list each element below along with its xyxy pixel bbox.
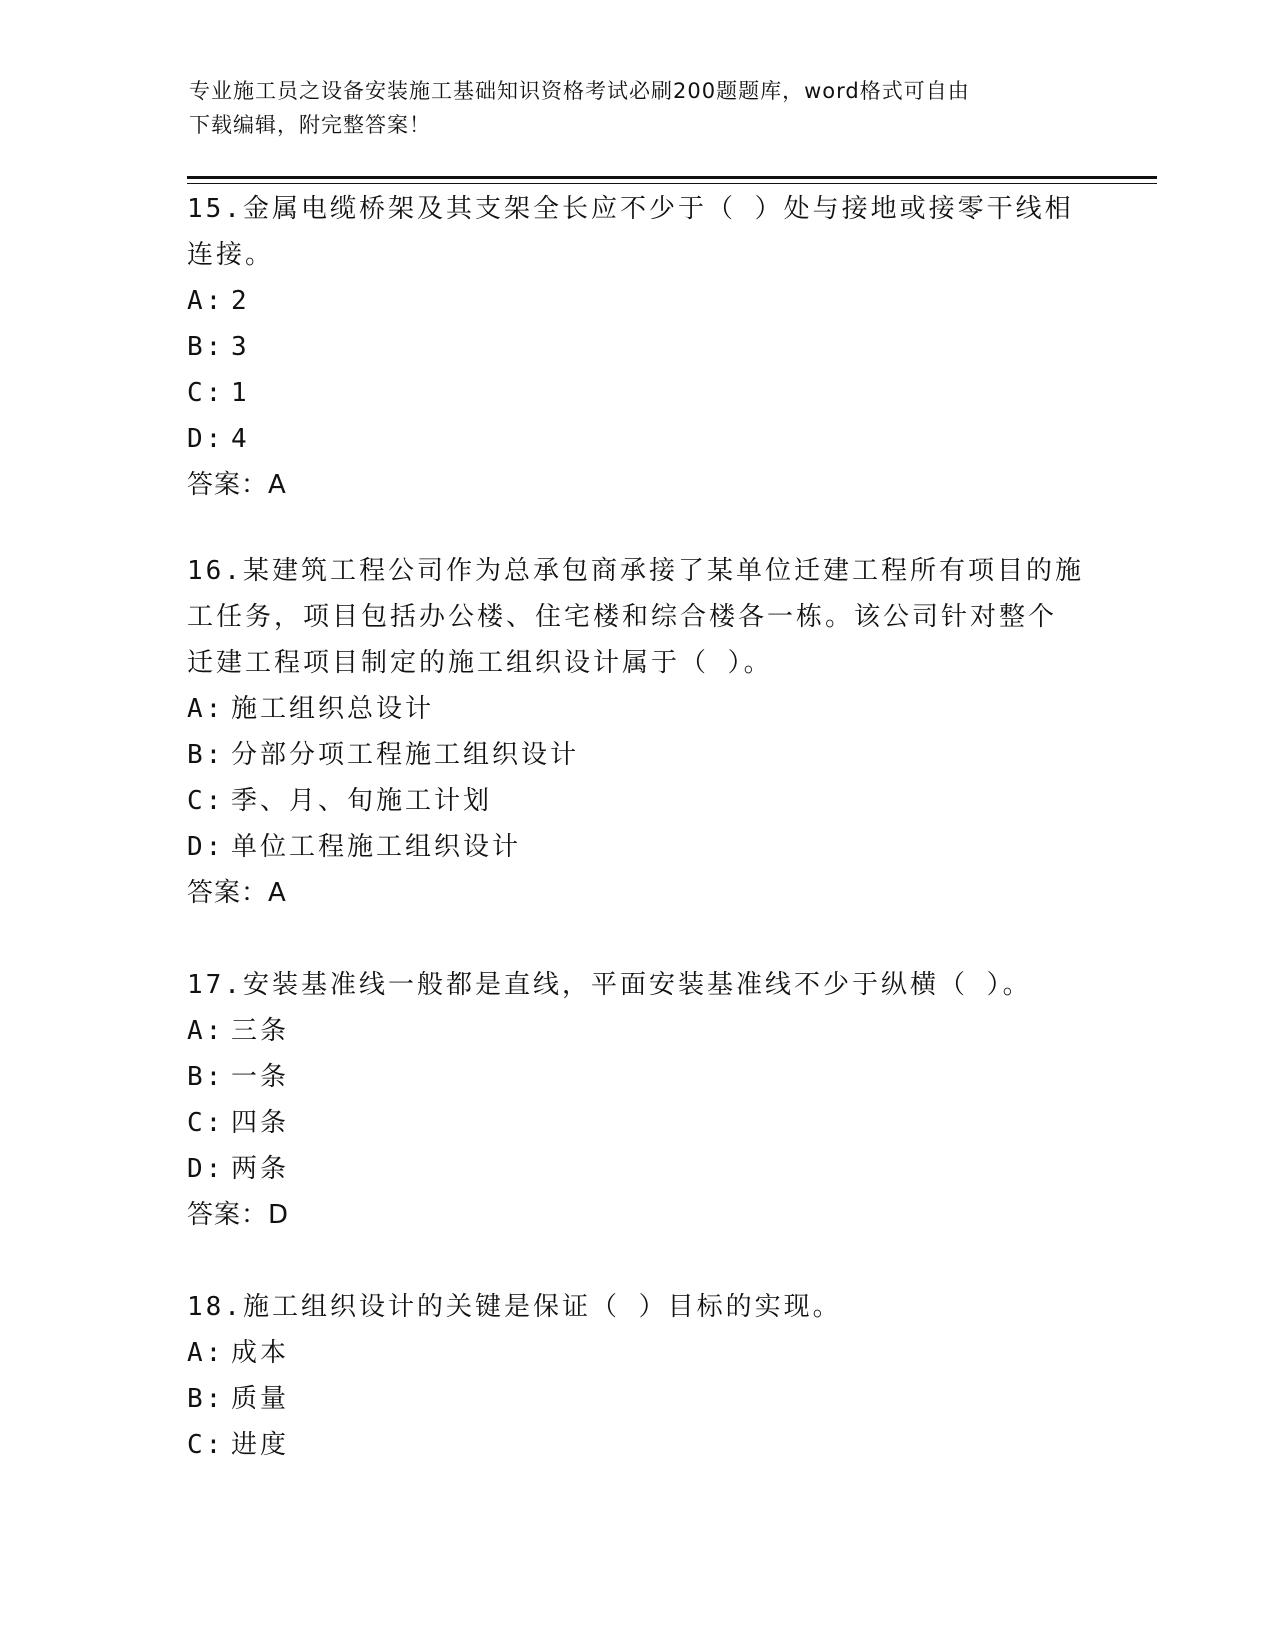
option-text: 成本 — [231, 1338, 290, 1368]
option-letter: B: — [187, 1384, 225, 1414]
header-divider-thin — [187, 183, 1157, 184]
option-c — [187, 1422, 1087, 1468]
option-text: 3 — [231, 332, 250, 362]
option-letter: C: — [187, 378, 225, 408]
option-letter: C: — [187, 1430, 225, 1460]
option-b — [187, 732, 1087, 778]
option-letter: A: — [187, 694, 225, 724]
question-stem-line: 17.安装基准线一般都是直线，平面安装基准线不少于纵横（ ）。 — [187, 970, 1032, 1000]
header-line-2: 下载编辑，附完整答案！ — [189, 113, 431, 137]
option-c — [187, 1100, 1087, 1146]
option-letter: A: — [187, 1016, 225, 1046]
question-stem-line: 18.施工组织设计的关键是保证（ ）目标的实现。 — [187, 1292, 842, 1322]
option-letter: B: — [187, 1062, 225, 1092]
option-text: 分部分项工程施工组织设计 — [231, 740, 580, 770]
option-letter: C: — [187, 1108, 225, 1138]
option-letter: A: — [187, 286, 225, 316]
option-letter: A: — [187, 1338, 225, 1368]
question-stem-line: 迁建工程项目制定的施工组织设计属于（ ）。 — [187, 648, 773, 678]
option-text: 4 — [231, 424, 250, 454]
option-d — [187, 824, 1087, 870]
option-letter: B: — [187, 332, 225, 362]
option-text: 两条 — [231, 1154, 290, 1184]
option-text: 质量 — [231, 1384, 290, 1414]
question-stem-line: 连接。 — [187, 240, 275, 270]
option-letter: D: — [187, 832, 225, 862]
option-text: 单位工程施工组织设计 — [231, 832, 522, 862]
option-letter: D: — [187, 1154, 225, 1184]
option-text: 施工组织总设计 — [231, 694, 435, 724]
answer-line: 答案：D — [187, 1200, 290, 1230]
option-letter: B: — [187, 740, 225, 770]
option-text: 四条 — [231, 1108, 290, 1138]
option-c — [187, 370, 1087, 416]
option-text: 进度 — [231, 1430, 290, 1460]
option-b — [187, 324, 1087, 370]
answer-line: 答案：A — [187, 878, 287, 908]
option-a — [187, 278, 1087, 324]
question-stem-line: 工任务，项目包括办公楼、住宅楼和综合楼各一栋。该公司针对整个 — [187, 602, 1058, 632]
header-divider-thick — [187, 176, 1157, 179]
question-18 — [187, 1284, 1087, 1468]
option-letter: C: — [187, 786, 225, 816]
option-letter: D: — [187, 424, 225, 454]
option-d — [187, 1146, 1087, 1192]
option-b — [187, 1376, 1087, 1422]
option-d — [187, 416, 1087, 462]
question-stem-line: 15.金属电缆桥架及其支架全长应不少于（ ）处与接地或接零干线相 — [187, 194, 1074, 224]
option-a — [187, 686, 1087, 732]
option-a — [187, 1008, 1087, 1054]
question-17 — [187, 962, 1087, 1238]
question-15 — [187, 186, 1087, 508]
option-b — [187, 1054, 1087, 1100]
answer-line: 答案：A — [187, 470, 287, 500]
option-c — [187, 778, 1087, 824]
option-text: 三条 — [231, 1016, 290, 1046]
question-stem-line: 16.某建筑工程公司作为总承包商承接了某单位迁建工程所有项目的施 — [187, 556, 1084, 586]
option-a — [187, 1330, 1087, 1376]
header-line-1: 专业施工员之设备安装施工基础知识资格考试必刷200题题库，word格式可自由 — [189, 79, 970, 103]
document-header — [189, 74, 1089, 142]
option-text: 1 — [231, 378, 250, 408]
question-16 — [187, 548, 1087, 916]
option-text: 2 — [231, 286, 250, 316]
option-text: 一条 — [231, 1062, 290, 1092]
option-text: 季、月、旬施工计划 — [231, 786, 493, 816]
